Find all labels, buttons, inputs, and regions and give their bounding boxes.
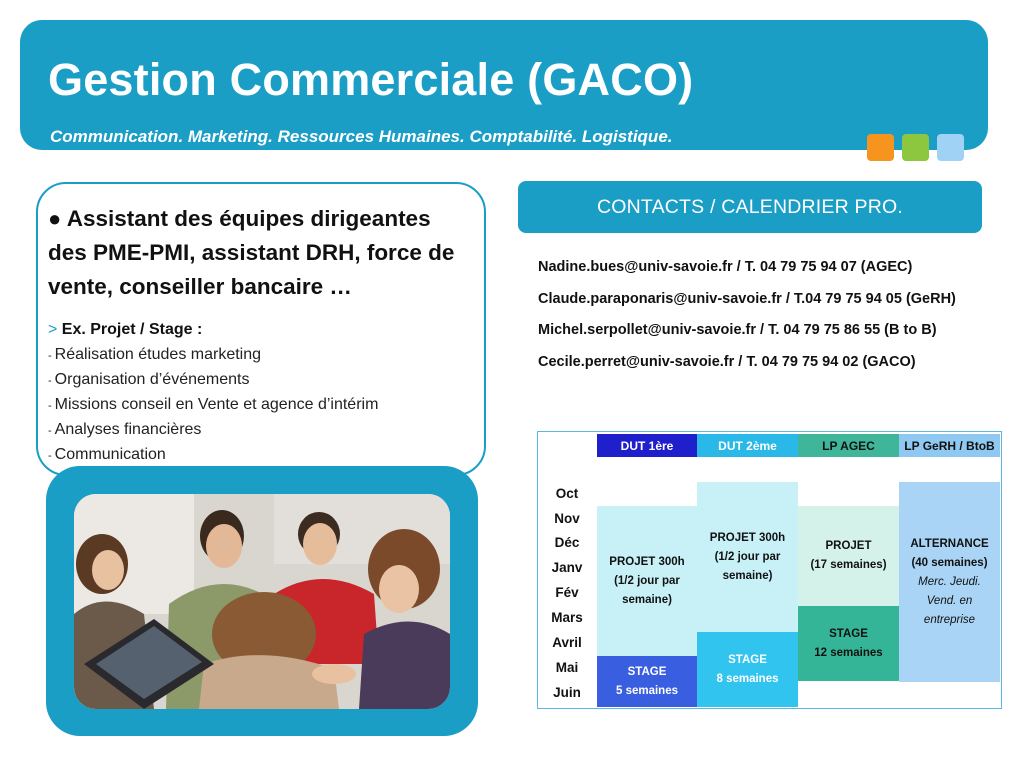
dut2-projet-block	[697, 482, 798, 632]
lpagec-stage-line: 12 semaines	[814, 646, 883, 659]
dut1-projet-line: PROJET 300h	[609, 555, 685, 568]
column-header-dut1	[597, 434, 697, 457]
dut1-projet-line: semaine)	[622, 593, 672, 606]
example-list	[48, 343, 466, 468]
list-item-text: Réalisation études marketing	[54, 346, 262, 363]
column-header-dut1-label: DUT 1ère	[620, 438, 674, 453]
dut1-stage-line: STAGE	[627, 665, 667, 678]
month-label: Déc	[554, 535, 580, 550]
contacts-list	[538, 256, 956, 382]
list-item	[48, 443, 466, 468]
month-label: Fév	[555, 585, 579, 600]
calendar-table	[537, 431, 1002, 709]
list-item	[48, 393, 466, 418]
month-label: Nov	[554, 511, 580, 526]
dash-icon: -	[48, 350, 52, 362]
contacts-calendar-label: CONTACTS / CALENDRIER PRO.	[596, 195, 904, 218]
month-label: Oct	[555, 486, 579, 501]
alternance-detail: entreprise	[923, 613, 976, 626]
list-item	[48, 418, 466, 443]
dut2-projet-line: PROJET 300h	[709, 531, 786, 544]
dash-icon: -	[48, 450, 52, 462]
students-illustration	[74, 494, 450, 709]
description-heading	[48, 202, 466, 304]
dash-icon: -	[48, 425, 52, 437]
list-item-text: Analyses financières	[54, 421, 202, 438]
description-heading-text: Assistant des équipes dirigeantes des PME-PMI, assistant DRH, force de vente, conseiller bancaire …	[48, 206, 455, 299]
lpagec-projet-line: PROJET	[825, 540, 872, 552]
dut2-projet-line: (1/2 jour par	[714, 550, 781, 563]
alternance-detail: Vend. en	[926, 594, 973, 607]
students-photo	[74, 494, 450, 709]
list-item-text: Missions conseil en Vente et agence d’intérim	[54, 396, 379, 413]
month-label: Avril	[552, 635, 582, 650]
contact-line-gaco[interactable]: Cecile.perret@univ-savoie.fr / T. 04 79 75 94 02 (GACO)	[538, 353, 916, 370]
orange-square	[867, 134, 894, 161]
green-square	[902, 134, 929, 161]
lpagec-projet-block	[798, 506, 899, 606]
dash-icon: -	[48, 400, 52, 412]
blue-square	[937, 134, 964, 161]
month-label: Juin	[553, 685, 581, 700]
column-header-lpagec-label: LP AGEC	[822, 438, 875, 453]
lpgerh-alternance-block	[899, 482, 1000, 682]
dut1-projet-block	[597, 506, 697, 656]
list-item-text: Organisation d’événements	[54, 371, 250, 388]
header-banner	[20, 20, 988, 150]
example-title-text: Ex. Projet / Stage :	[61, 321, 203, 338]
month-label: Mars	[551, 610, 583, 625]
dut1-stage-block	[597, 656, 697, 707]
dut1-projet-line: (1/2 jour par	[614, 574, 680, 587]
bullet-icon: ●	[48, 206, 62, 231]
contact-line-gerh[interactable]: Claude.paraponaris@univ-savoie.fr / T.04 79 75 94 05 (GeRH)	[538, 290, 956, 307]
dash-icon: -	[48, 375, 52, 387]
month-label: Janv	[551, 560, 583, 575]
dut2-stage-line: STAGE	[728, 653, 767, 666]
column-header-dut2	[697, 434, 798, 457]
alternance-duration: (40 semaines)	[911, 556, 988, 569]
lpagec-stage-block	[798, 606, 899, 681]
page-title: Gestion Commerciale (GACO)	[48, 54, 694, 105]
list-item	[48, 343, 466, 368]
list-item	[48, 368, 466, 393]
dut1-stage-line: 5 semaines	[615, 684, 678, 697]
column-header-lpagec	[798, 434, 899, 457]
photo-frame	[46, 466, 478, 736]
column-header-dut2-label: DUT 2ème	[718, 438, 777, 453]
decorative-squares	[867, 134, 964, 161]
example-title	[48, 321, 466, 339]
column-header-lpgerh-label: LP GeRH / BtoB	[904, 438, 995, 453]
alternance-detail: Merc. Jeudi.	[918, 575, 981, 588]
dut2-stage-block	[697, 632, 798, 707]
contacts-calendar-button[interactable]	[518, 181, 982, 233]
lpagec-projet-line: (17 semaines)	[810, 559, 887, 571]
dut2-projet-line: semaine)	[722, 569, 773, 582]
contact-line-btob[interactable]: Michel.serpollet@univ-savoie.fr / T. 04 79 75 86 55 (B to B)	[538, 322, 937, 338]
description-box	[36, 182, 486, 476]
column-header-lpgerh	[899, 434, 1000, 457]
alternance-title: ALTERNANCE	[910, 537, 989, 550]
page-subtitle: Communication. Marketing. Ressources Humaines. Comptabilité. Logistique.	[50, 127, 673, 146]
month-label: Mai	[555, 660, 579, 675]
list-item-text: Communication	[54, 446, 166, 463]
lpagec-stage-line: STAGE	[829, 627, 868, 640]
chevron-right-icon: >	[48, 321, 58, 338]
dut2-stage-line: 8 semaines	[716, 672, 779, 685]
contact-line-agec[interactable]: Nadine.bues@univ-savoie.fr / T. 04 79 75 94 07 (AGEC)	[538, 259, 913, 275]
